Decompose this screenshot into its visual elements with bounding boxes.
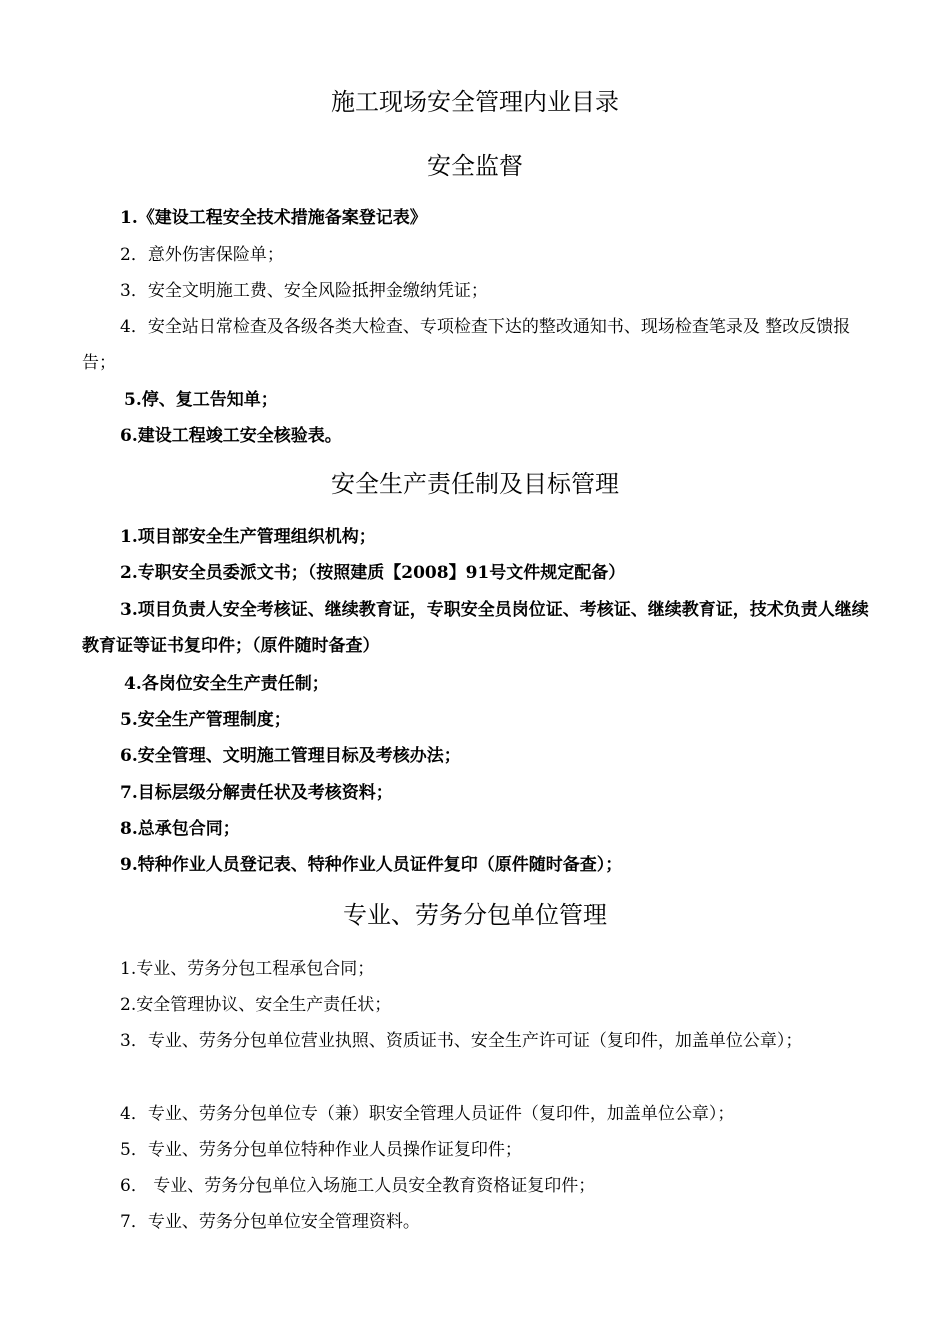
list-item: 4．专业、劳务分包单位专（兼）职安全管理人员证件（复印件，加盖单位公章）； — [120, 1104, 735, 1124]
list-item: 5.安全生产管理制度； — [120, 710, 291, 730]
list-item: 7.目标层级分解责任状及考核资料； — [120, 783, 393, 803]
list-item: 6.建设工程竣工安全核验表。 — [120, 426, 342, 446]
section-heading-responsibility-system: 安全生产责任制及目标管理 — [331, 470, 619, 498]
list-item: 3．安全文明施工费、安全风险抵押金缴纳凭证； — [120, 281, 488, 301]
list-item: 8.总承包合同； — [120, 819, 240, 839]
list-item: 9.特种作业人员登记表、特种作业人员证件复印（原件随时备查）； — [120, 855, 623, 875]
section-heading-subcontractor-management: 专业、劳务分包单位管理 — [343, 901, 607, 929]
list-item: 1.专业、劳务分包工程承包合同； — [120, 959, 375, 979]
list-item: 1.项目部安全生产管理组织机构； — [120, 527, 376, 547]
list-item: 6.安全管理、文明施工管理目标及考核办法； — [120, 746, 461, 766]
list-item: 3．专业、劳务分包单位营业执照、资质证书、安全生产许可证（复印件，加盖单位公章）； — [120, 1031, 803, 1051]
list-item: 3.项目负责人安全考核证、继续教育证，专职安全员岗位证、考核证、继续教育证，技术负责人继续教育证等证书复印件；（原件随时备查） — [82, 600, 869, 656]
list-item: 6． 专业、劳务分包单位入场施工人员安全教育资格证复印件； — [120, 1176, 596, 1196]
list-item: 5.停、复工告知单； — [124, 390, 278, 410]
list-item: 5．专业、劳务分包单位特种作业人员操作证复印件； — [120, 1140, 522, 1160]
list-item: 2.安全管理协议、安全生产责任状； — [120, 995, 392, 1015]
list-item: 4．安全站日常检查及各级各类大检查、专项检查下达的整改通知书、现场检查笔录及 整改反馈报告； — [82, 317, 851, 373]
list-item: 2．意外伤害保险单； — [120, 245, 284, 265]
list-item: 4.各岗位安全生产责任制； — [124, 674, 329, 694]
list-item: 2.专职安全员委派文书；（按照建质【2008】91号文件规定配备） — [120, 563, 626, 583]
page-title: 施工现场安全管理内业目录 — [331, 88, 619, 116]
section-heading-safety-supervision: 安全监督 — [427, 152, 523, 180]
list-item: 7．专业、劳务分包单位安全管理资料。 — [120, 1212, 420, 1232]
list-item: 1.《建设工程安全技术措施备案登记表》 — [120, 208, 427, 228]
